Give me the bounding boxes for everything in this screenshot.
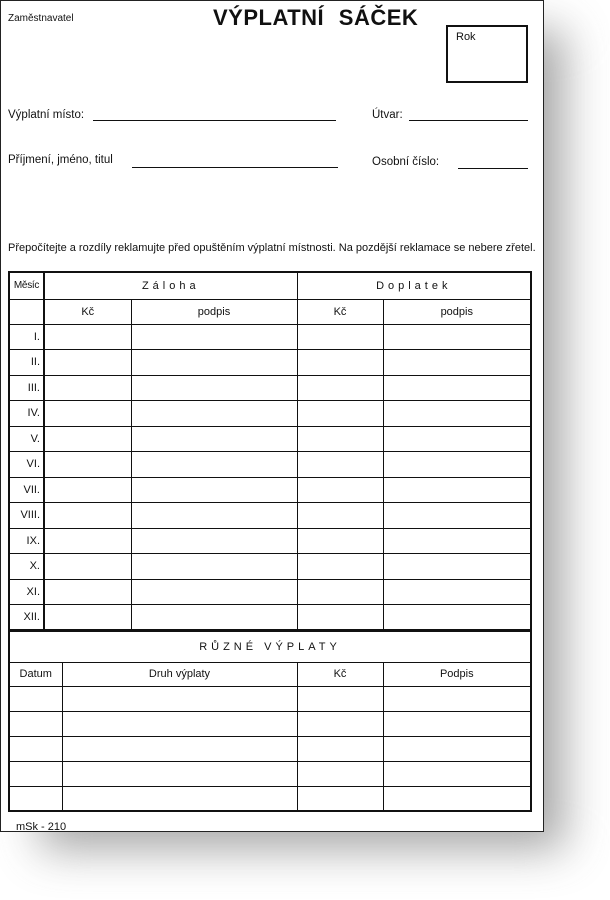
amount-cell[interactable] xyxy=(297,786,383,811)
advance-amount-cell[interactable] xyxy=(44,528,131,554)
month-header: Měsíc xyxy=(9,272,44,299)
month-label: VI. xyxy=(9,452,44,478)
month-row xyxy=(9,528,531,554)
supplement-signature-cell[interactable] xyxy=(383,579,531,605)
payment-type-cell[interactable] xyxy=(62,761,297,786)
advance-amount-cell[interactable] xyxy=(44,401,131,427)
advance-amount-cell[interactable] xyxy=(44,375,131,401)
signature-cell[interactable] xyxy=(383,786,531,811)
notice-text: Přepočítejte a rozdíly reklamujte před opuštěním výplatní místnosti. Na pozdější reklamace se nebere zřetel. xyxy=(8,242,536,254)
supplement-amount-cell[interactable] xyxy=(297,401,383,427)
signature-cell[interactable] xyxy=(383,761,531,786)
month-label: II. xyxy=(9,350,44,376)
date-cell[interactable] xyxy=(9,686,62,711)
supplement-amount-cell[interactable] xyxy=(297,503,383,529)
signature-cell[interactable] xyxy=(383,711,531,736)
year-field[interactable] xyxy=(446,25,528,83)
advance-amount-cell[interactable] xyxy=(44,324,131,350)
supplement-signature-cell[interactable] xyxy=(383,477,531,503)
payout-place-field[interactable] xyxy=(93,120,336,121)
advance-amount-cell[interactable] xyxy=(44,503,131,529)
month-label: I. xyxy=(9,324,44,350)
department-label: Útvar: xyxy=(372,109,403,121)
month-row xyxy=(9,503,531,529)
advance-signature-cell[interactable] xyxy=(131,401,297,427)
advance-signature-cell[interactable] xyxy=(131,528,297,554)
supplement-amount-cell[interactable] xyxy=(297,554,383,580)
month-label: III. xyxy=(9,375,44,401)
amount-cell[interactable] xyxy=(297,761,383,786)
signature-cell[interactable] xyxy=(383,736,531,761)
month-row xyxy=(9,579,531,605)
advance-signature-cell[interactable] xyxy=(131,350,297,376)
month-row xyxy=(9,401,531,427)
advance-amount-cell[interactable] xyxy=(44,477,131,503)
signature-cell[interactable] xyxy=(383,686,531,711)
advance-amount-cell[interactable] xyxy=(44,350,131,376)
amount-cell[interactable] xyxy=(297,736,383,761)
advance-amount-cell[interactable] xyxy=(44,452,131,478)
supplement-amount-cell[interactable] xyxy=(297,426,383,452)
supplement-amount-cell[interactable] xyxy=(297,579,383,605)
amount-cell[interactable] xyxy=(297,711,383,736)
supplement-signature-cell[interactable] xyxy=(383,350,531,376)
supplement-amount-cell[interactable] xyxy=(297,324,383,350)
advance-signature-cell[interactable] xyxy=(131,579,297,605)
supplement-signature-cell[interactable] xyxy=(383,528,531,554)
date-header: Datum xyxy=(9,662,62,686)
supplement-signature-cell[interactable] xyxy=(383,375,531,401)
month-row xyxy=(9,350,531,376)
advance-amount-cell[interactable] xyxy=(44,554,131,580)
personal-number-field[interactable] xyxy=(458,168,528,169)
supplement-amount-cell[interactable] xyxy=(297,477,383,503)
supplement-amount-cell[interactable] xyxy=(297,528,383,554)
date-cell[interactable] xyxy=(9,736,62,761)
signature-header: Podpis xyxy=(383,662,531,686)
month-label: V. xyxy=(9,426,44,452)
month-label: VIII. xyxy=(9,503,44,529)
supplement-amount-cell[interactable] xyxy=(297,375,383,401)
payment-type-cell[interactable] xyxy=(62,686,297,711)
department-field[interactable] xyxy=(409,120,528,121)
month-row xyxy=(9,554,531,580)
supplement-amount-cell[interactable] xyxy=(297,605,383,631)
advance-signature-cell[interactable] xyxy=(131,503,297,529)
supplement-signature-cell[interactable] xyxy=(383,452,531,478)
payout-place-label: Výplatní místo: xyxy=(8,109,85,121)
payment-type-header: Druh výplaty xyxy=(62,662,297,686)
monthly-payments-table xyxy=(8,271,532,631)
month-header-blank xyxy=(9,299,44,324)
supplement-signature-cell[interactable] xyxy=(383,503,531,529)
supplement-signature-cell[interactable] xyxy=(383,605,531,631)
supplement-amount-cell[interactable] xyxy=(297,452,383,478)
misc-payments-title: RŮZNÉ VÝPLATY xyxy=(9,631,531,662)
advance-signature-cell[interactable] xyxy=(131,426,297,452)
month-label: XII. xyxy=(9,605,44,631)
advance-signature-cell[interactable] xyxy=(131,605,297,631)
month-row xyxy=(9,452,531,478)
name-label: Příjmení, jméno, titul xyxy=(8,154,113,166)
date-cell[interactable] xyxy=(9,786,62,811)
date-cell[interactable] xyxy=(9,711,62,736)
advance-amount-cell[interactable] xyxy=(44,426,131,452)
supplement-signature-cell[interactable] xyxy=(383,426,531,452)
supplement-signature-cell[interactable] xyxy=(383,324,531,350)
advance-amount-header: Kč xyxy=(44,299,131,324)
advance-signature-cell[interactable] xyxy=(131,477,297,503)
employer-label: Zaměstnavatel xyxy=(8,13,74,24)
advance-signature-cell[interactable] xyxy=(131,324,297,350)
month-label: VII. xyxy=(9,477,44,503)
month-row xyxy=(9,375,531,401)
form-title: VÝPLATNÍ SÁČEK xyxy=(213,5,419,30)
month-label: IX. xyxy=(9,528,44,554)
misc-payment-row xyxy=(9,711,531,736)
supplement-signature-cell[interactable] xyxy=(383,554,531,580)
amount-header: Kč xyxy=(297,662,383,686)
date-cell[interactable] xyxy=(9,761,62,786)
misc-payment-row xyxy=(9,786,531,811)
payment-type-cell[interactable] xyxy=(62,786,297,811)
supplement-signature-cell[interactable] xyxy=(383,401,531,427)
month-row xyxy=(9,324,531,350)
misc-payments-table xyxy=(8,630,532,812)
form-code: mSk - 210 xyxy=(16,821,67,833)
month-label: XI. xyxy=(9,579,44,605)
advance-signature-header: podpis xyxy=(131,299,297,324)
month-label: X. xyxy=(9,554,44,580)
advance-header: Záloha xyxy=(44,272,297,299)
name-field[interactable] xyxy=(132,167,338,168)
month-label: IV. xyxy=(9,401,44,427)
payment-type-cell[interactable] xyxy=(62,736,297,761)
supplement-signature-header: podpis xyxy=(383,299,531,324)
month-row xyxy=(9,426,531,452)
advance-amount-cell[interactable] xyxy=(44,605,131,631)
misc-payment-row xyxy=(9,761,531,786)
payment-type-cell[interactable] xyxy=(62,711,297,736)
amount-cell[interactable] xyxy=(297,686,383,711)
advance-amount-cell[interactable] xyxy=(44,579,131,605)
advance-signature-cell[interactable] xyxy=(131,452,297,478)
advance-signature-cell[interactable] xyxy=(131,375,297,401)
year-label: Rok xyxy=(456,31,476,43)
month-row xyxy=(9,605,531,631)
misc-payment-row xyxy=(9,736,531,761)
supplement-amount-cell[interactable] xyxy=(297,350,383,376)
advance-signature-cell[interactable] xyxy=(131,554,297,580)
supplement-amount-header: Kč xyxy=(297,299,383,324)
misc-payment-row xyxy=(9,686,531,711)
supplement-header: Doplatek xyxy=(297,272,531,299)
month-row xyxy=(9,477,531,503)
personal-number-label: Osobní číslo: xyxy=(372,156,440,168)
